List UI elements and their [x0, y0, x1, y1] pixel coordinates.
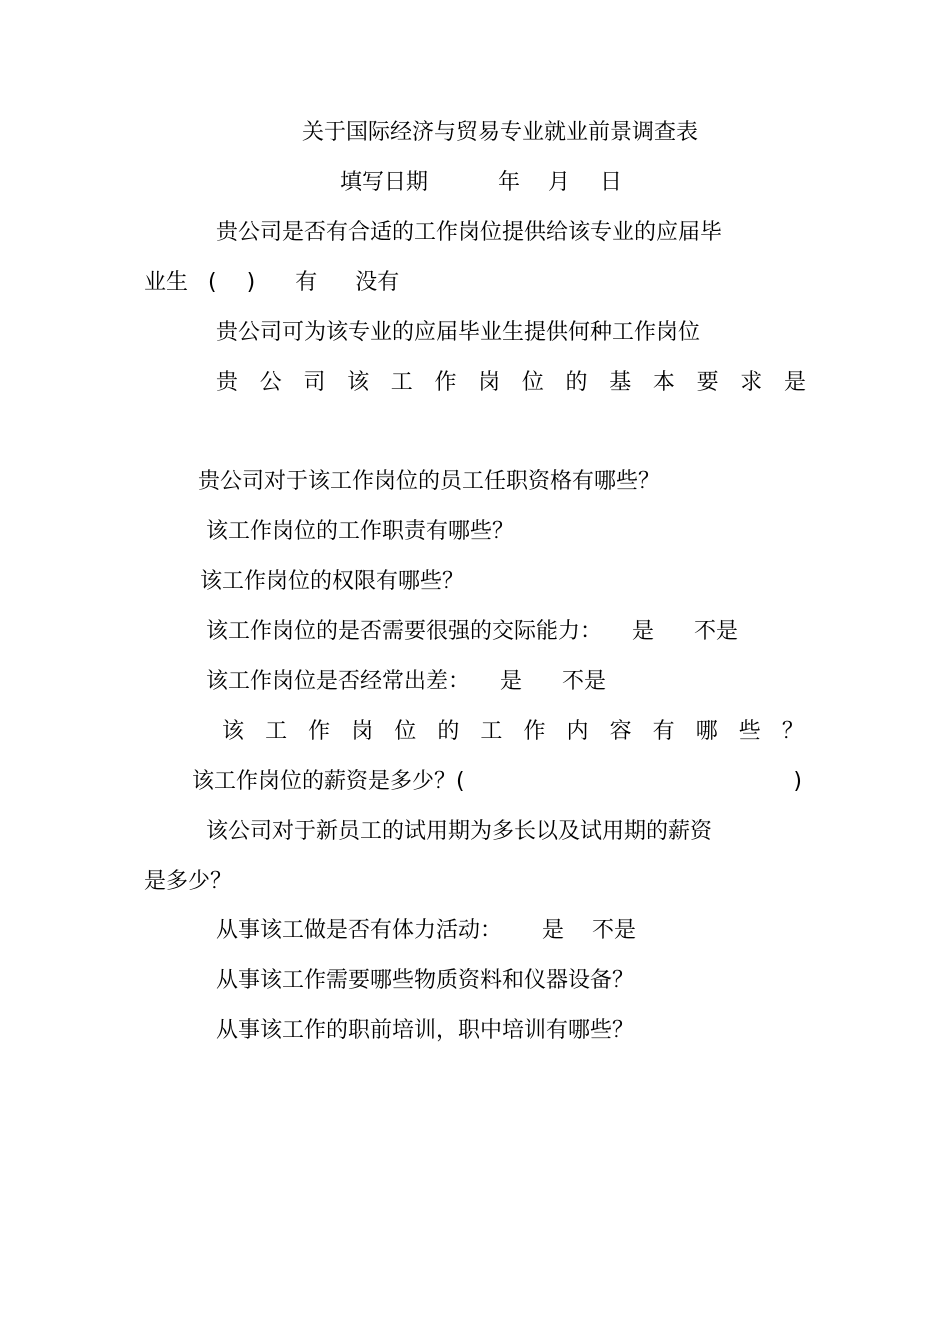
q3-char: 求	[740, 370, 763, 395]
question-2: 贵公司可为该专业的应届毕业生提供何种工作岗位	[216, 320, 701, 345]
q9-char: 位	[394, 719, 417, 744]
question-10	[192, 767, 802, 797]
q9-char: 作	[308, 719, 331, 744]
question-6: 该工作岗位的权限有哪些？	[200, 569, 465, 594]
question-8-option-yes: 是	[500, 669, 523, 694]
q9-char: 作	[523, 719, 546, 744]
question-1-line-2	[144, 268, 399, 298]
q3-char: 是	[783, 370, 806, 395]
question-9	[222, 717, 804, 747]
date-year: 年	[498, 170, 521, 195]
q9-char: 有	[652, 719, 675, 744]
q9-char: ？	[781, 719, 804, 744]
q9-char: 内	[566, 719, 589, 744]
question-11-line-1: 该公司对于新员工的试用期为多长以及试用期的薪资	[206, 819, 713, 844]
question-10-paren-close: )	[793, 769, 802, 794]
q3-char: 公	[259, 370, 282, 395]
q9-char: 哪	[695, 719, 718, 744]
q3-char: 该	[347, 370, 370, 395]
date-line	[340, 168, 622, 198]
question-8-option-no: 不是	[562, 669, 607, 694]
date-month: 月	[548, 170, 571, 195]
question-1-option-no: 没有	[355, 270, 400, 295]
q9-char: 工	[480, 719, 503, 744]
question-7-option-yes: 是	[632, 619, 655, 644]
question-12-option-no: 不是	[592, 918, 637, 943]
question-14: 从事该工作的职前培训，职中培训有哪些？	[216, 1018, 635, 1043]
question-3	[216, 368, 806, 398]
question-1-option-yes: 有	[295, 270, 318, 295]
q9-char: 岗	[351, 719, 374, 744]
question-7-text: 该工作岗位的是否需要很强的交际能力：	[206, 619, 603, 644]
question-1-paren-close: )	[246, 270, 256, 295]
question-7	[206, 617, 738, 647]
q3-char: 本	[652, 370, 675, 395]
question-13: 从事该工作需要哪些物质资料和仪器设备？	[216, 968, 635, 993]
question-5: 该工作岗位的工作职责有哪些？	[206, 519, 515, 544]
q3-char: 基	[609, 370, 632, 395]
question-7-option-no: 不是	[694, 619, 739, 644]
q3-char: 作	[434, 370, 457, 395]
q3-char: 要	[696, 370, 719, 395]
q9-char: 该	[222, 719, 245, 744]
date-label: 填写日期	[340, 170, 429, 195]
question-12	[216, 916, 636, 946]
q3-char: 贵	[216, 370, 239, 395]
q3-char: 司	[303, 370, 326, 395]
date-day: 日	[600, 170, 623, 195]
question-1-text: 业生	[144, 270, 189, 295]
q9-char: 些	[738, 719, 761, 744]
question-8-text: 该工作岗位是否经常出差：	[206, 669, 471, 694]
q9-char: 容	[609, 719, 632, 744]
question-4: 贵公司对于该工作岗位的员工任职资格有哪些？	[198, 469, 661, 494]
page-title: 关于国际经济与贸易专业就业前景调查表	[301, 120, 698, 145]
question-12-text: 从事该工做是否有体力活动：	[216, 918, 503, 943]
q3-char: 位	[521, 370, 544, 395]
question-1-paren-open: (	[208, 270, 217, 295]
q3-char: 岗	[478, 370, 501, 395]
question-8	[206, 667, 606, 697]
question-1-line-1: 贵公司是否有合适的工作岗位提供给该专业的应届毕	[216, 220, 723, 245]
question-12-option-yes: 是	[542, 918, 565, 943]
q3-char: 工	[390, 370, 413, 395]
q9-char: 的	[437, 719, 460, 744]
q9-char: 工	[265, 719, 288, 744]
question-10-text: 该工作岗位的薪资是多少？(	[192, 769, 465, 794]
q3-char: 的	[565, 370, 588, 395]
question-11-line-2: 是多少？	[144, 869, 233, 894]
